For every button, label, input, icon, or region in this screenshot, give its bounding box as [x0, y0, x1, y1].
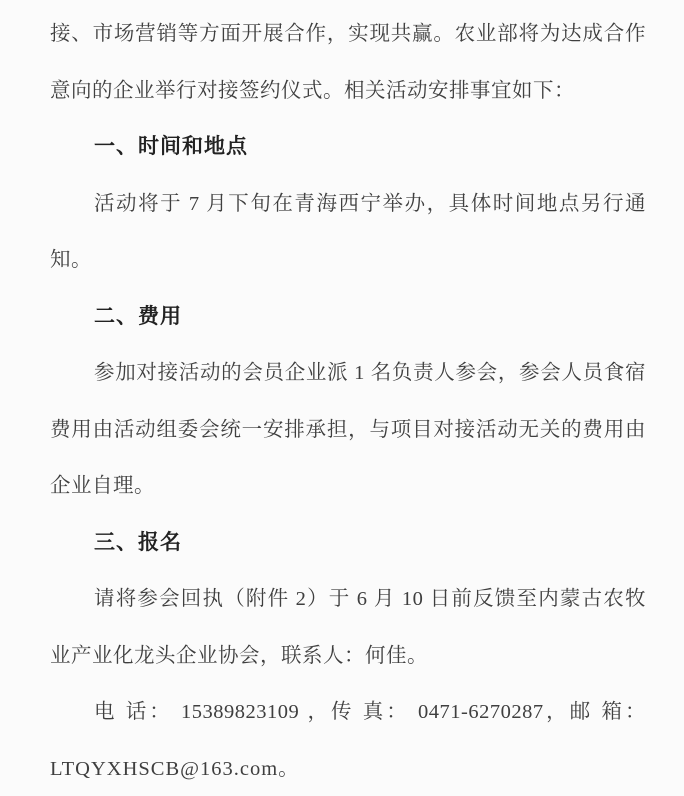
section-heading-time-and-place: 一、时间和地点 [94, 135, 248, 158]
time-place-line-2: 知。 [50, 249, 92, 271]
signup-line-2: 业产业化龙头企业协会，联系人：何佳。 [50, 644, 428, 667]
contact-email-line: LTQYXHSCB@163.com。 [50, 757, 300, 780]
time-place-line-1: 活动将于 7 月下旬在青海西宁举办，具体时间地点另行通 [94, 192, 646, 215]
intro-line-1: 接、市场营销等方面开展合作，实现共赢。农业部将为达成合作 [50, 23, 646, 45]
fee-line-1: 参加对接活动的会员企业派 1 名负责人参会，参会人员食宿 [94, 362, 646, 384]
section-heading-fee: 二、费用 [94, 304, 182, 328]
intro-line-2: 意向的企业举行对接签约仪式。相关活动安排事宜如下： [50, 79, 575, 102]
section-heading-signup: 三、报名 [94, 530, 182, 554]
fee-line-2: 费用由活动组委会统一安排承担，与项目对接活动无关的费用由 [50, 418, 646, 441]
contact-phone-fax-line: 电 话： 15389823109 ，传 真： 0471-6270287，邮 箱： [94, 701, 646, 723]
signup-line-1: 请将参会回执（附件 2）于 6 月 10 日前反馈至内蒙古农牧 [94, 588, 646, 610]
fee-line-3: 企业自理。 [50, 475, 155, 497]
